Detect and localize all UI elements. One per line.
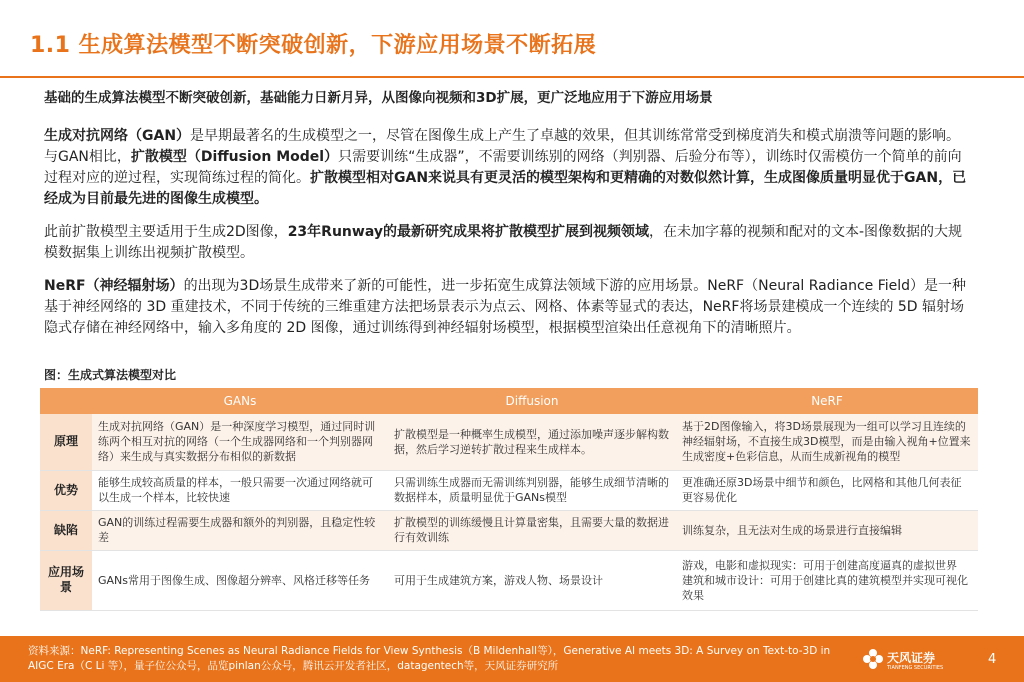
table-cell: 能够生成较高质量的样本，一般只需要一次通过网络就可以生成一个样本，比较快速 bbox=[92, 470, 388, 510]
table-cell: 生成对抗网络（GAN）是一种深度学习模型，通过同时训练两个相互对抗的网络（一个生成器网络和一个判别器网络）来生成与真实数据分布相似的新数据 bbox=[92, 414, 388, 470]
logo-text: 天风证券 bbox=[887, 651, 936, 665]
source-note: 资料来源：NeRF: Representing Scenes as Neural Radiance Fields for View Synthesis（B Mildenhall等），Generative AI meets 3D: A Survey on Text-to-3D in AIGC Era（C Li 等），量子位公众号，品览pinlan公众号，腾讯云开发者社区，datagentech等，天风证券研究所 bbox=[28, 645, 831, 672]
header-nerf: NeRF bbox=[676, 388, 978, 414]
highlight-runway: 23年Runway的最新研究成果将扩散模型扩展到视频领域 bbox=[287, 224, 649, 240]
tianfeng-logo bbox=[862, 646, 944, 674]
row-label: 原理 bbox=[40, 414, 92, 470]
table-cell: 训练复杂，且无法对生成的场景进行直接编辑 bbox=[676, 510, 978, 550]
term-nerf: NeRF（神经辐射场） bbox=[44, 278, 184, 294]
header-gans: GANs bbox=[92, 388, 388, 414]
table-cell: GAN的训练过程需要生成器和额外的判别器，且稳定性较差 bbox=[92, 510, 388, 550]
table-cell: 游戏，电影和虚拟现实：可用于创建高度逼真的虚拟世界 建筑和城市设计：可用于创建比真的建筑模型并实现可视化效果 bbox=[676, 550, 978, 610]
table-cell: 扩散模型的训练缓慢且计算量密集，且需要大量的数据进行有效训练 bbox=[388, 510, 676, 550]
flower-logo-icon bbox=[862, 648, 884, 670]
paragraph-gan-diffusion bbox=[44, 126, 974, 210]
title-divider bbox=[0, 76, 1024, 78]
term-gan: 生成对抗网络（GAN） bbox=[44, 128, 191, 144]
table-row bbox=[40, 510, 978, 550]
logo-subtext: TIANFENG SECURITIES bbox=[887, 665, 944, 671]
table-cell: 扩散模型是一种概率生成模型，通过添加噪声逐步解构数据，然后学习逆转扩散过程来生成样本。 bbox=[388, 414, 676, 470]
lead-sentence: 基础的生成算法模型不断突破创新，基础能力日新月异，从图像向视频和3D扩展，更广泛地应用于下游应用场景 bbox=[44, 90, 713, 106]
table-cell: 可用于生成建筑方案，游戏人物、场景设计 bbox=[388, 550, 676, 610]
table-cell: GANs常用于图像生成、图像超分辨率、风格迁移等任务 bbox=[92, 550, 388, 610]
paragraph-text: ，在未加字幕的视频和配对的文本-图像数据的大规模数据集上训练出视频扩散模型。 bbox=[44, 224, 963, 261]
highlight-conclusion: 扩散模型相对GAN来说具有更灵活的模型架构和更精确的对数似然计算，生成图像质量明显优于GAN，已经成为目前最先进的图像生成模型。 bbox=[44, 170, 967, 207]
title-bar bbox=[0, 0, 1024, 66]
row-label: 缺陷 bbox=[40, 510, 92, 550]
row-label: 优势 bbox=[40, 470, 92, 510]
model-comparison-table bbox=[40, 388, 978, 611]
paragraph-nerf bbox=[44, 276, 974, 339]
paragraph-text: 是早期最著名的生成模型之一，尽管在图像生成上产生了卓越的效果，但其训练常常受到梯度消失和模式崩溃等问题的影响。与GAN相比， bbox=[44, 128, 961, 165]
table-header-row bbox=[40, 388, 978, 414]
page-title: 1.1 生成算法模型不断突破创新，下游应用场景不断拓展 bbox=[30, 33, 597, 58]
header-corner bbox=[40, 388, 92, 414]
page-number: 4 bbox=[988, 652, 997, 667]
figure-caption: 图：生成式算法模型对比 bbox=[44, 368, 177, 382]
table-row bbox=[40, 550, 978, 610]
paragraph-text: 只需要训练“生成器”，不需要训练别的网络（判别器、后验分布等），训练时仅需模仿一个简单的前向过程对应的逆过程，实现简练过程的简化。 bbox=[44, 149, 962, 186]
header-diffusion: Diffusion bbox=[388, 388, 676, 414]
paragraph-video-diffusion bbox=[44, 222, 974, 264]
table-cell: 更准确还原3D场景中细节和颜色，比网格和其他几何表征更容易优化 bbox=[676, 470, 978, 510]
table-cell: 只需训练生成器而无需训练判别器，能够生成细节清晰的数据样本，质量明显优于GANs模型 bbox=[388, 470, 676, 510]
paragraph-text: 的出现为3D场景生成带来了新的可能性，进一步拓宽生成算法领域下游的应用场景。NeRF（Neural Radiance Field）是一种基于神经网络的 3D 重建技术，不同于传统的三维重建方法把场景表示为点云、网格、体素等显式的表达，NeRF将场景建模成一个连续的 5D 辐射场隐式存储在神经网络中，输入多角度的 2D 图像，通过训练得到神经辐射场模型，根据模型渲染出任意视角下的清晰照片。 bbox=[44, 278, 967, 336]
table-row bbox=[40, 414, 978, 470]
table-row bbox=[40, 470, 978, 510]
table-cell: 基于2D图像输入，将3D场景展现为一组可以学习且连续的神经辐射场，不直接生成3D模型，而是由输入视角+位置来生成密度+色彩信息，从而生成新视角的模型 bbox=[676, 414, 978, 470]
row-label: 应用场景 bbox=[40, 550, 92, 610]
paragraph-text: 此前扩散模型主要适用于生成2D图像， bbox=[44, 224, 288, 240]
term-diffusion: 扩散模型（Diffusion Model） bbox=[130, 149, 339, 165]
